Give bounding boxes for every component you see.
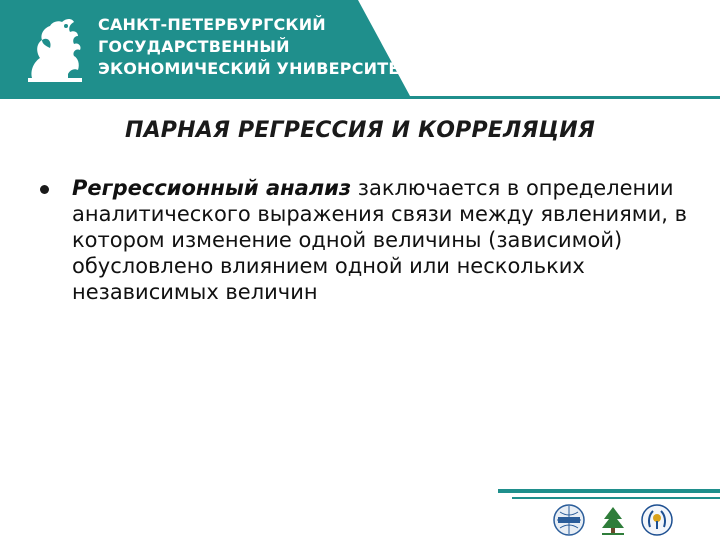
bullet-body: заключается в определении аналитического выражения связи между явлениями, в котором изменение одной величины (зависимой) обусловлено влиянием одной или нескольких независимых величин bbox=[72, 176, 687, 304]
footer-logos bbox=[552, 502, 674, 538]
griffin-logo-icon bbox=[22, 12, 92, 84]
bullet-item bbox=[40, 175, 690, 305]
footer-line-top bbox=[498, 489, 720, 493]
slide-title: ПАРНАЯ РЕГРЕССИЯ И КОРРЕЛЯЦИЯ bbox=[124, 118, 596, 143]
header bbox=[0, 0, 720, 96]
university-name-line-2: ГОСУДАРСТВЕННЫЙ bbox=[98, 37, 290, 56]
university-name-line-1: САНКТ-ПЕТЕРБУРГСКИЙ bbox=[98, 15, 326, 34]
globe-emblem-icon bbox=[552, 503, 586, 537]
bullet-term: Регрессионный анализ bbox=[72, 176, 352, 200]
university-name-line-3: ЭКОНОМИЧЕСКИЙ УНИВЕРСИТЕТ bbox=[98, 59, 411, 78]
header-divider bbox=[0, 96, 720, 99]
university-name bbox=[98, 14, 411, 80]
tree-emblem-icon bbox=[596, 503, 630, 537]
bullet-text bbox=[72, 175, 690, 305]
footer-line-bottom bbox=[512, 497, 720, 499]
laurel-emblem-icon bbox=[640, 503, 674, 537]
bullet-marker bbox=[40, 185, 49, 194]
